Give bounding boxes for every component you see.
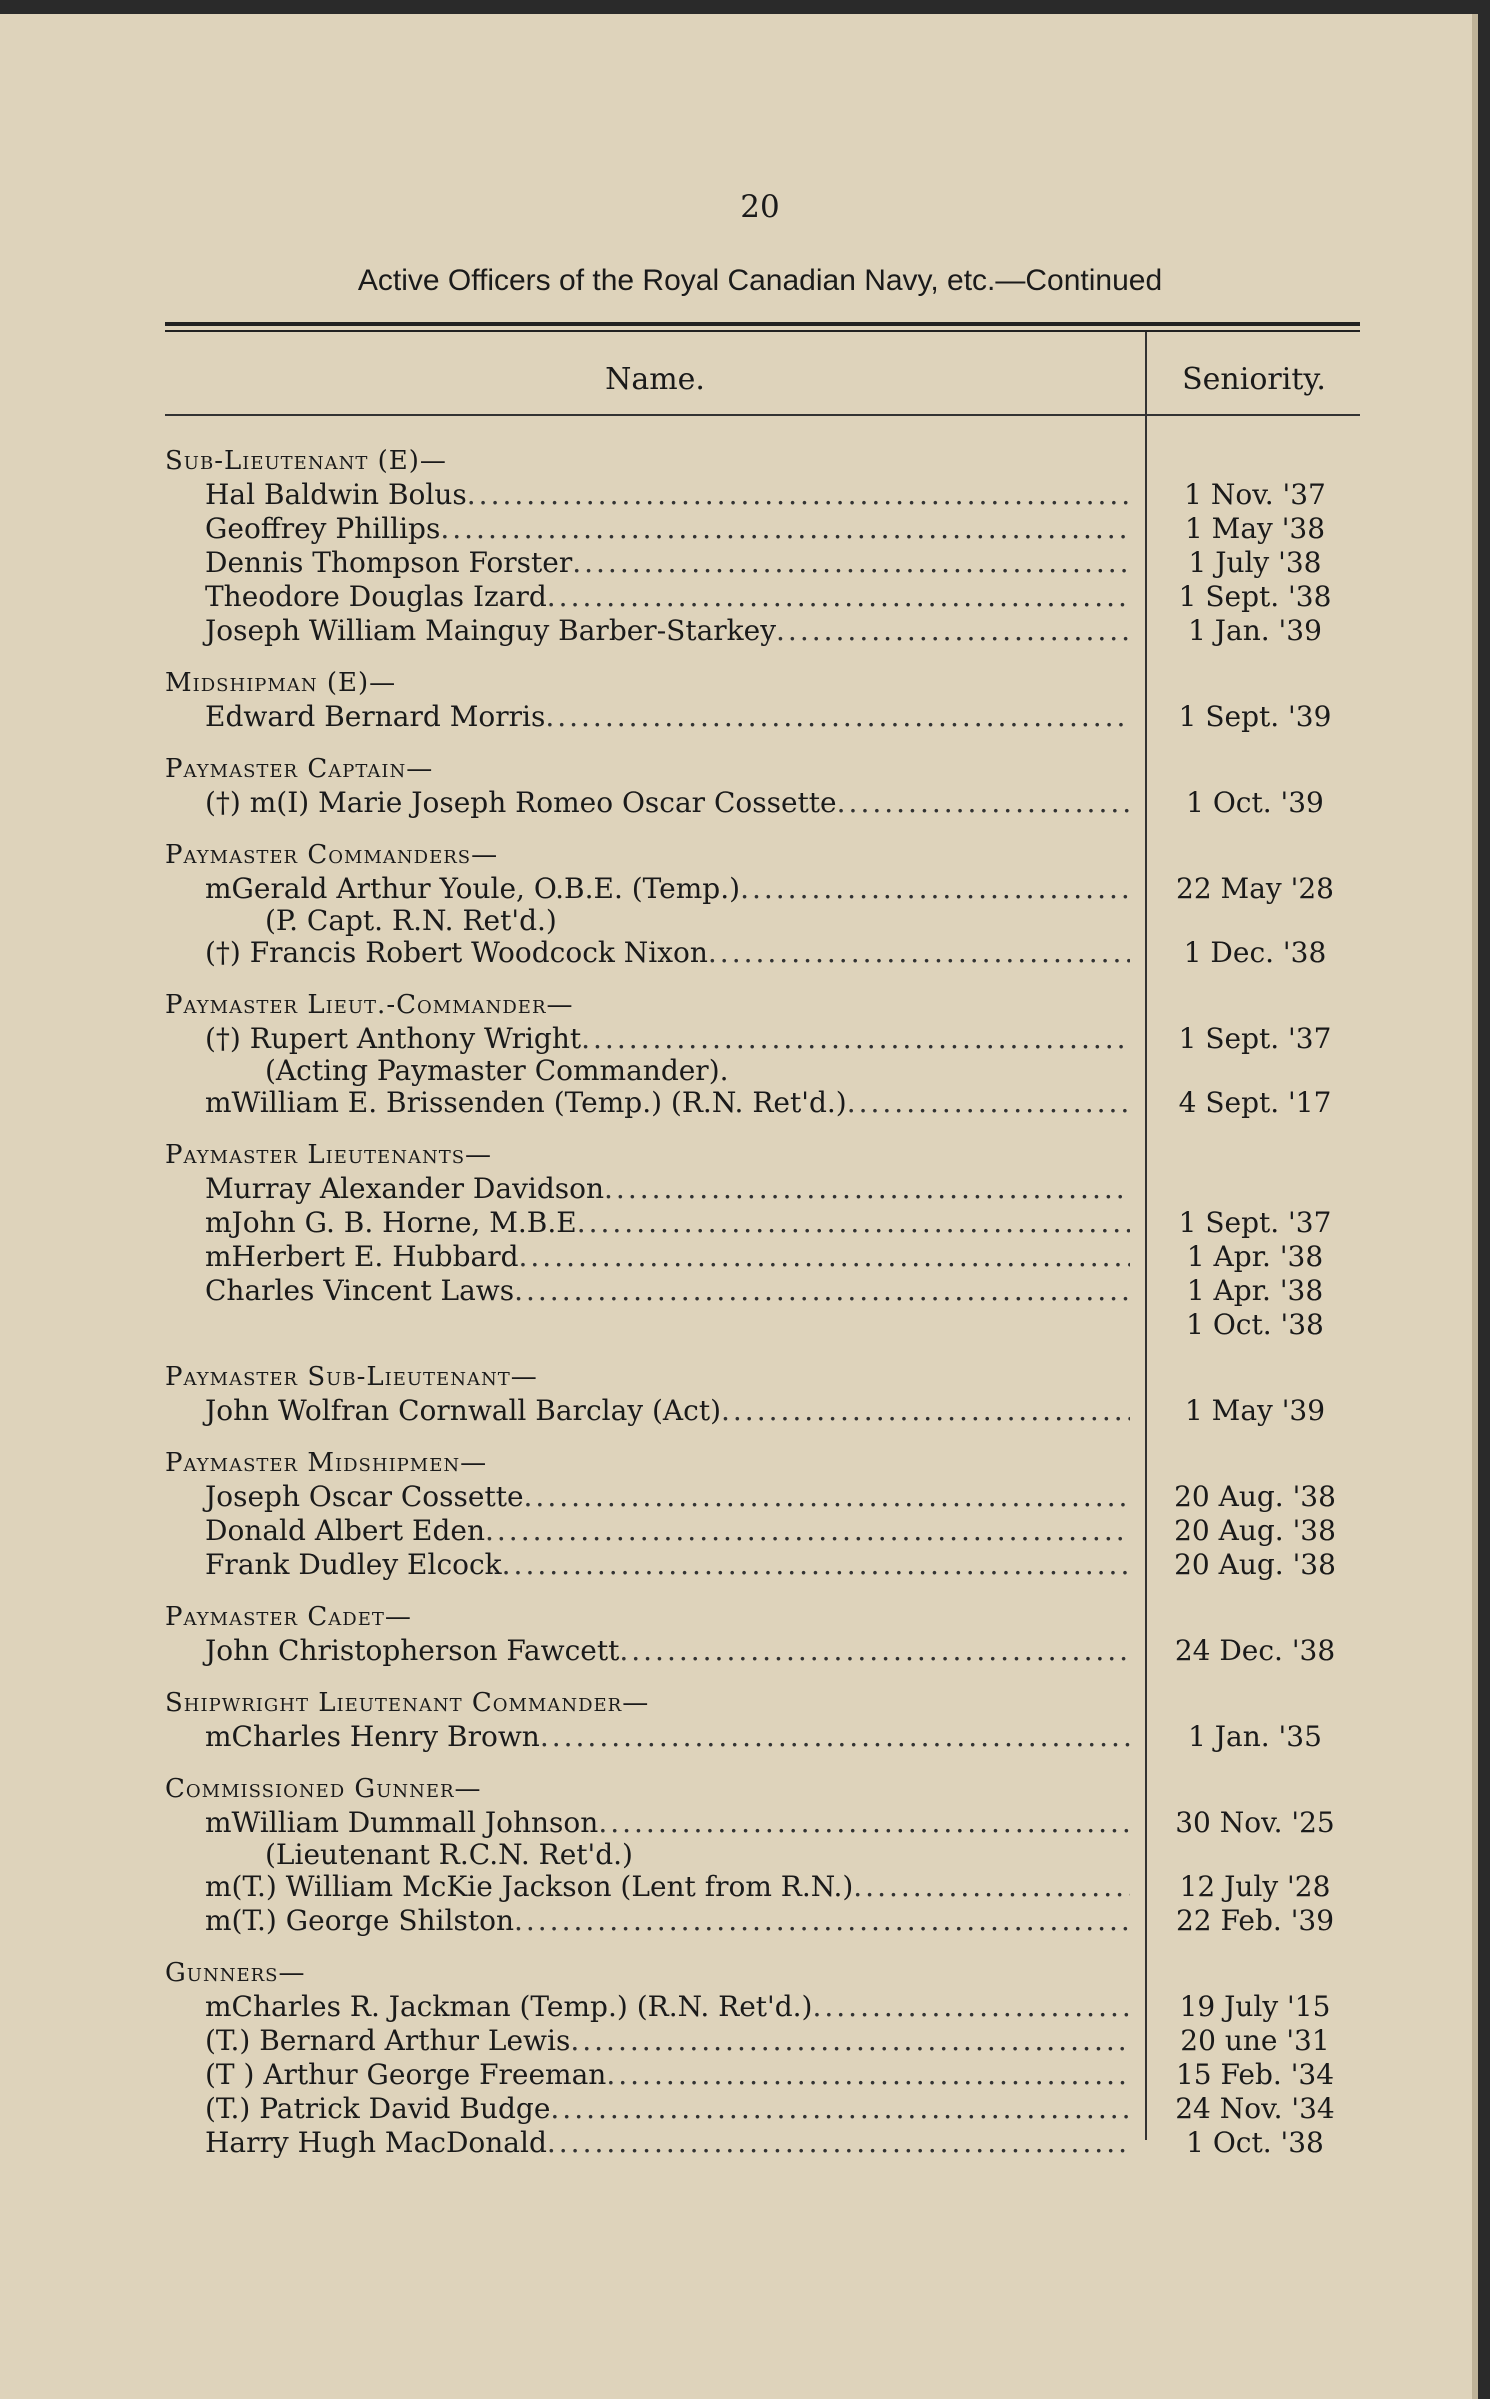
officer-name-cell	[165, 2092, 1130, 2126]
officer-name: mWilliam E. Brissenden (Temp.) (R.N. Ret'd.)	[205, 1086, 847, 1119]
officer-row	[165, 1308, 1360, 1342]
officer-row	[165, 1274, 1360, 1308]
seniority-date: 1 July '38	[1188, 546, 1322, 579]
officer-row	[165, 1806, 1360, 1840]
seniority-date: 1 Apr. '38	[1186, 1240, 1324, 1273]
rank-section	[165, 1446, 1360, 1582]
rank-heading: Midshipman (E)—	[165, 668, 397, 698]
rank-heading: Paymaster Lieut.-Commander—	[165, 990, 574, 1020]
seniority-date: 1 Sept. '37	[1178, 1206, 1332, 1239]
seniority-date: 22 Feb. '39	[1175, 1904, 1335, 1937]
officer-row	[165, 700, 1360, 734]
officer-name-cell	[165, 1022, 1130, 1056]
officer-name-cell	[165, 1870, 1130, 1904]
seniority-date: 1 May '38	[1184, 512, 1326, 545]
officer-name-cell	[165, 1514, 1130, 1548]
officer-name: Hal Baldwin Bolus	[205, 478, 467, 511]
leader-dots	[485, 1514, 1130, 1548]
rank-section	[165, 1686, 1360, 1754]
leader-dots	[812, 1990, 1130, 2024]
officer-name-cell	[165, 2126, 1130, 2160]
officer-row	[165, 1240, 1360, 1274]
page-number: 20	[740, 189, 780, 225]
officer-note: (Acting Paymaster Commander).	[265, 1054, 729, 1087]
top-rule-thin	[165, 330, 1360, 332]
officer-name: (†) m(I) Marie Joseph Romeo Oscar Cossette	[205, 786, 837, 819]
officer-name-cell	[165, 1634, 1130, 1668]
officer-name-cell	[165, 1904, 1130, 1938]
officer-row	[165, 1870, 1360, 1904]
officer-name-cell	[165, 1548, 1130, 1582]
leader-dots	[721, 1394, 1130, 1428]
officer-row	[165, 1022, 1360, 1056]
page-title: Active Officers of the Royal Canadian Navy, etc.—Continued	[357, 264, 1163, 297]
leader-dots	[847, 1086, 1130, 1120]
officer-name: Murray Alexander Davidson	[205, 1172, 605, 1205]
rank-heading: Paymaster Cadet—	[165, 1602, 412, 1632]
officer-name-cell	[165, 872, 1130, 906]
rank-section	[165, 666, 1360, 734]
seniority-date: 1 Sept. '37	[1178, 1022, 1332, 1055]
seniority-date: 1 Jan. '35	[1188, 1720, 1322, 1753]
leader-dots	[540, 1720, 1130, 1754]
officer-row	[165, 872, 1360, 906]
leader-dots	[519, 1240, 1131, 1274]
leader-dots	[708, 936, 1130, 970]
officer-name-cell	[165, 546, 1130, 580]
officer-name: (†) Francis Robert Woodcock Nixon	[205, 936, 708, 969]
officer-row	[165, 546, 1360, 580]
officer-name: (T.) Bernard Arthur Lewis	[205, 2024, 571, 2057]
officer-list	[165, 426, 1360, 2160]
rank-heading: Paymaster Midshipmen—	[165, 1448, 488, 1478]
leader-dots	[514, 1274, 1130, 1308]
officer-name-cell	[165, 1172, 1130, 1206]
rank-section	[165, 1600, 1360, 1668]
leader-dots	[550, 2092, 1130, 2126]
seniority-date: 1 Dec. '38	[1183, 936, 1327, 969]
officer-name: Geoffrey Phillips	[205, 512, 441, 545]
seniority-date: 15 Feb. '34	[1175, 2058, 1335, 2091]
leader-dots	[467, 478, 1130, 512]
officer-row	[165, 2058, 1360, 2092]
rank-section	[165, 1956, 1360, 2160]
officer-name: mCharles Henry Brown	[205, 1720, 540, 1753]
officer-row	[165, 1720, 1360, 1754]
officer-name-cell	[165, 478, 1130, 512]
officer-name-cell	[165, 1480, 1130, 1514]
seniority-date: 24 Dec. '38	[1174, 1634, 1336, 1667]
rank-section	[165, 1138, 1360, 1342]
rank-section	[165, 1772, 1360, 1938]
leader-dots	[514, 1904, 1130, 1938]
officer-name-cell	[165, 1206, 1130, 1240]
rank-heading: Gunners—	[165, 1958, 306, 1988]
officer-name: (†) Rupert Anthony Wright	[205, 1022, 582, 1055]
officer-name-cell	[165, 1274, 1130, 1308]
rank-heading: Paymaster Captain—	[165, 754, 434, 784]
officer-name: (T.) Patrick David Budge	[205, 2092, 551, 2125]
officer-name: (T ) Arthur George Freeman	[205, 2058, 607, 2091]
officer-row	[165, 1086, 1360, 1120]
officer-name: John Wolfran Cornwall Barclay (Act)	[205, 1394, 721, 1427]
officer-row	[165, 512, 1360, 546]
seniority-date: 1 Sept. '38	[1178, 580, 1332, 613]
leader-dots	[570, 2024, 1130, 2058]
seniority-date: 1 Jan. '39	[1188, 614, 1322, 647]
seniority-date: 20 Aug. '38	[1174, 1514, 1336, 1547]
officer-row	[165, 2126, 1360, 2160]
column-header-name: Name.	[605, 362, 705, 397]
seniority-date: 1 May '39	[1184, 1394, 1326, 1427]
officer-row	[165, 1514, 1360, 1548]
leader-dots	[577, 1206, 1130, 1240]
officer-note: (Lieutenant R.C.N. Ret'd.)	[265, 1838, 633, 1871]
leader-dots	[502, 1548, 1130, 1582]
officer-row	[165, 1990, 1360, 2024]
document-page	[0, 14, 1478, 2399]
officer-name-cell	[165, 1394, 1130, 1428]
leader-dots	[740, 872, 1130, 906]
officer-name: mGerald Arthur Youle, O.B.E. (Temp.)	[205, 872, 741, 905]
officer-row	[165, 1172, 1360, 1206]
officer-name-cell	[165, 936, 1130, 970]
seniority-date: 19 July '15	[1179, 1990, 1331, 2023]
officer-name: Frank Dudley Elcock	[205, 1548, 502, 1581]
officer-name-cell	[165, 2058, 1130, 2092]
rank-section	[165, 988, 1360, 1120]
leader-dots	[524, 1480, 1130, 1514]
officer-name-cell	[165, 512, 1130, 546]
leader-dots	[545, 700, 1130, 734]
seniority-date: 4 Sept. '17	[1178, 1086, 1332, 1119]
seniority-date: 1 Nov. '37	[1184, 478, 1326, 511]
seniority-date: 20 Aug. '38	[1174, 1480, 1336, 1513]
officer-name: mHerbert E. Hubbard	[205, 1240, 519, 1273]
officer-name-cell	[165, 700, 1130, 734]
officer-name: Joseph William Mainguy Barber-Starkey	[205, 614, 777, 647]
seniority-date: 1 Sept. '39	[1178, 700, 1332, 733]
officer-name: Harry Hugh MacDonald	[205, 2126, 547, 2159]
officer-name: John Christopherson Fawcett	[205, 1634, 620, 1667]
seniority-date: 1 Oct. '38	[1186, 2126, 1324, 2159]
officer-name-cell	[165, 614, 1130, 648]
officer-row	[165, 478, 1360, 512]
officer-row	[165, 1206, 1360, 1240]
seniority-date: 1 Oct. '39	[1186, 786, 1324, 819]
rank-heading: Paymaster Sub-Lieutenant—	[165, 1362, 538, 1392]
officer-name: mCharles R. Jackman (Temp.) (R.N. Ret'd.)	[205, 1990, 813, 2023]
rank-heading: Paymaster Commanders—	[165, 840, 499, 870]
rank-section	[165, 1360, 1360, 1428]
rank-heading: Shipwright Lieutenant Commander—	[165, 1688, 650, 1718]
rank-heading: Paymaster Lieutenants—	[165, 1140, 493, 1170]
leader-dots	[837, 786, 1130, 820]
leader-dots	[572, 546, 1130, 580]
officer-name-cell	[165, 2024, 1130, 2058]
officer-name: mWilliam Dummall Johnson	[205, 1806, 599, 1839]
seniority-date: 12 July '28	[1179, 1870, 1331, 1903]
seniority-date: 1 Apr. '38	[1186, 1274, 1324, 1307]
rank-section	[165, 444, 1360, 648]
seniority-date: 20 une '31	[1180, 2024, 1330, 2057]
seniority-date: 30 Nov. '25	[1175, 1806, 1335, 1839]
officer-row	[165, 1394, 1360, 1428]
leader-dots	[619, 1634, 1130, 1668]
officer-name: Joseph Oscar Cossette	[205, 1480, 524, 1513]
leader-dots	[547, 2126, 1130, 2160]
column-header-seniority: Seniority.	[1182, 362, 1326, 397]
header-rule	[165, 414, 1360, 416]
officer-name: Edward Bernard Morris	[205, 700, 546, 733]
officer-note: (P. Capt. R.N. Ret'd.)	[265, 904, 557, 937]
rank-heading: Commissioned Gunner—	[165, 1774, 482, 1804]
officer-row	[165, 2024, 1360, 2058]
leader-dots	[598, 1806, 1130, 1840]
leader-dots	[440, 512, 1130, 546]
officer-row	[165, 936, 1360, 970]
officer-name-cell	[165, 1720, 1130, 1754]
officer-row	[165, 1480, 1360, 1514]
officer-name-cell	[165, 786, 1130, 820]
leader-dots	[581, 1022, 1130, 1056]
officer-name: m(T.) George Shilston	[205, 1904, 514, 1937]
seniority-date: 22 May '28	[1176, 872, 1334, 905]
seniority-date: 1 Oct. '38	[1186, 1308, 1324, 1341]
seniority-date: 24 Nov. '34	[1175, 2092, 1335, 2125]
rank-heading: Sub-Lieutenant (E)—	[165, 446, 447, 476]
officer-row	[165, 1548, 1360, 1582]
officer-name-cell	[165, 1240, 1130, 1274]
officer-row	[165, 2092, 1360, 2126]
top-rule	[165, 322, 1360, 326]
officer-name: m(T.) William McKie Jackson (Lent from R.N.)	[205, 1870, 854, 1903]
officer-name: Donald Albert Eden	[205, 1514, 485, 1547]
officer-name: mJohn G. B. Horne, M.B.E	[205, 1206, 577, 1239]
leader-dots	[776, 614, 1130, 648]
rank-section	[165, 752, 1360, 820]
officer-name: Theodore Douglas Izard	[205, 580, 547, 613]
officer-row	[165, 614, 1360, 648]
officer-row	[165, 786, 1360, 820]
officer-name-cell	[165, 580, 1130, 614]
officer-name-cell	[165, 1806, 1130, 1840]
officer-row	[165, 580, 1360, 614]
officer-name: Dennis Thompson Forster	[205, 546, 573, 579]
leader-dots	[604, 1172, 1130, 1206]
leader-dots	[853, 1870, 1130, 1904]
rank-section	[165, 838, 1360, 970]
officer-row	[165, 1904, 1360, 1938]
seniority-date: 20 Aug. '38	[1174, 1548, 1336, 1581]
officer-row	[165, 1634, 1360, 1668]
officer-name-cell	[165, 1086, 1130, 1120]
officer-name: Charles Vincent Laws	[205, 1274, 515, 1307]
officer-name-cell	[165, 1990, 1130, 2024]
leader-dots	[547, 580, 1130, 614]
leader-dots	[606, 2058, 1130, 2092]
